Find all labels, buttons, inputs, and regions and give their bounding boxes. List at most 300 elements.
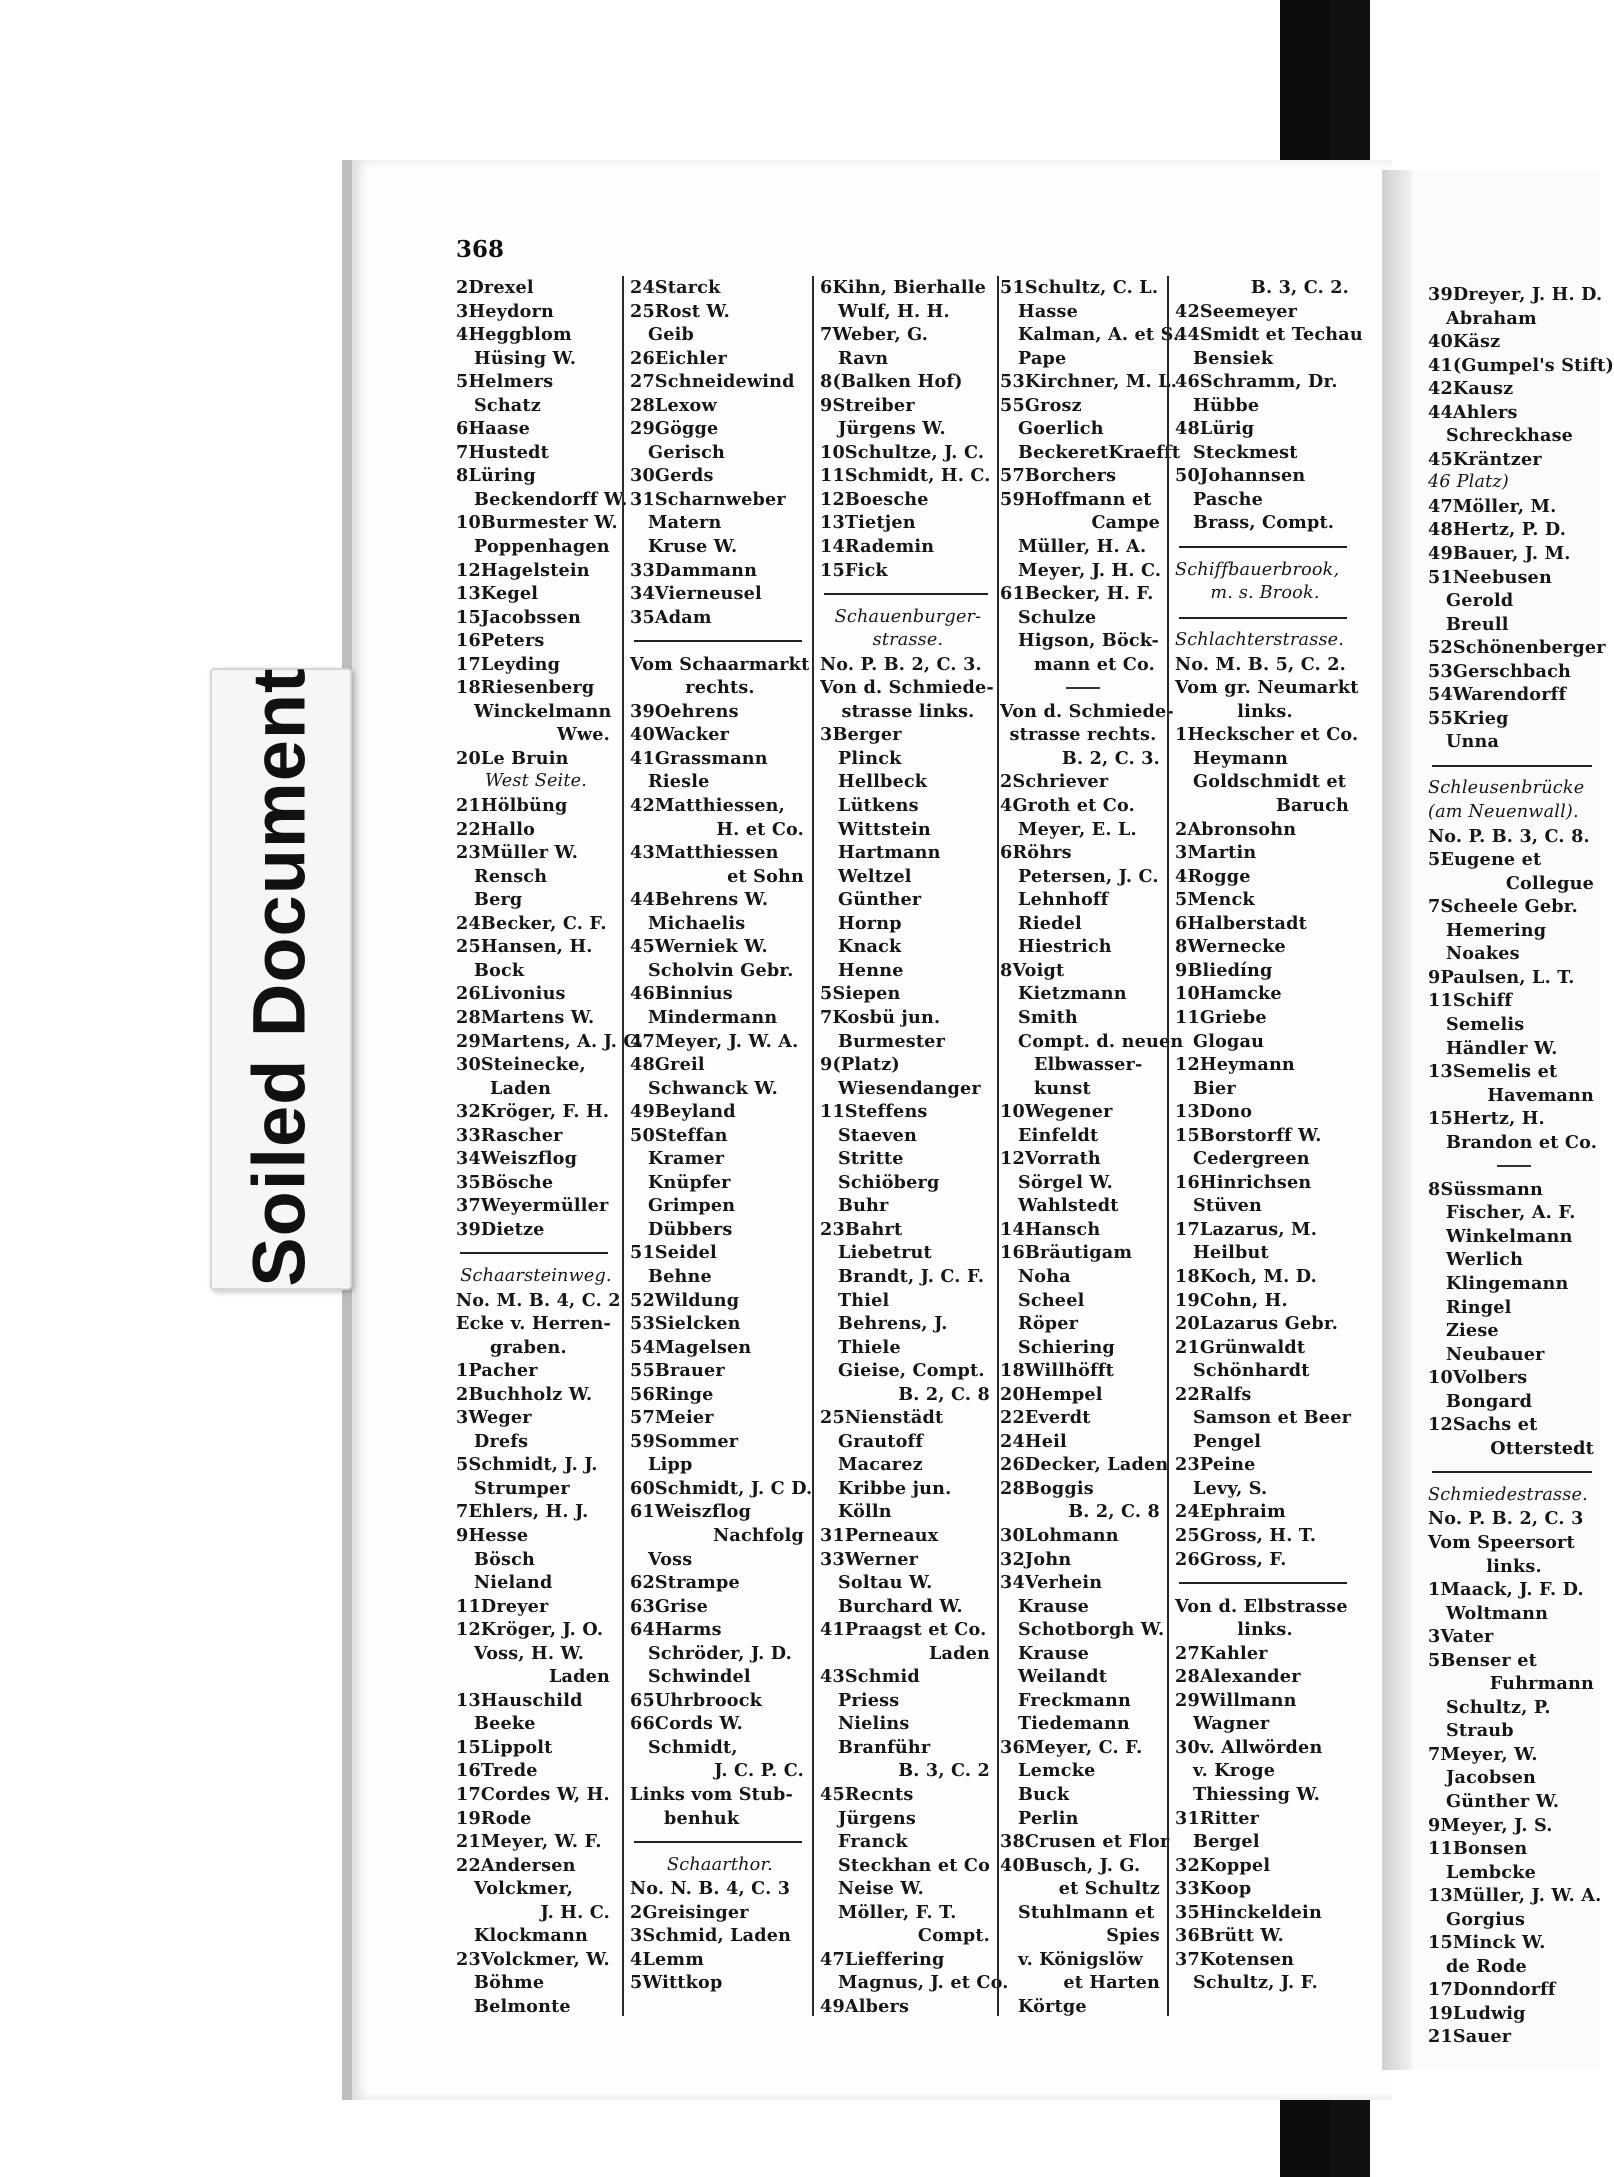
directory-entry: Spies: [1106, 1925, 1160, 1947]
directory-entry: 25Hansen, H.: [456, 936, 593, 958]
directory-entry: Kölln: [838, 1501, 892, 1523]
directory-entry: Campe: [1091, 512, 1160, 534]
directory-entry: 16Peters: [456, 630, 545, 652]
directory-entry: 13Hauschild: [456, 1689, 583, 1711]
directory-entry: Tiedemann: [1018, 1713, 1130, 1735]
directory-entry: 17Cordes W, H.: [456, 1784, 610, 1805]
directory-entry: Steckhan et Co: [838, 1854, 991, 1876]
directory-entry: Dübbers: [648, 1218, 733, 1240]
directory-entry: 6Röhrs: [1000, 842, 1072, 864]
directory-entry: Breull: [1446, 613, 1509, 635]
directory-entry: 51Seidel: [630, 1242, 717, 1264]
directory-entry: Lipp: [648, 1454, 693, 1476]
directory-entry: Stritte: [838, 1148, 904, 1170]
directory-entry: 33Koop: [1175, 1878, 1252, 1900]
directory-entry: Ecke v. Herren-: [456, 1313, 611, 1335]
directory-entry: 29Martens, A. J. C.: [456, 1030, 644, 1052]
directory-entry: 49Albers: [820, 1995, 910, 2017]
directory-entry: Vom Speersort: [1428, 1531, 1575, 1553]
directory-entry: 23Peine: [1175, 1454, 1256, 1476]
directory-entry: 39Dietze: [456, 1218, 545, 1240]
directory-entry: Schulze: [1018, 606, 1097, 628]
directory-entry: B. 2, C. 3.: [1061, 747, 1160, 769]
directory-entry: 4Groth et Co.: [1000, 795, 1135, 817]
directory-entry: Hiestrich: [1018, 936, 1112, 958]
directory-entry: Klingemann: [1446, 1272, 1569, 1294]
directory-entry: Hellbeck: [838, 771, 928, 793]
directory-entry: Jürgens: [838, 1807, 916, 1829]
directory-entry: 2Drexel: [456, 277, 534, 298]
directory-entry: Schreckhase: [1446, 425, 1574, 447]
directory-entry: Schleusenbrücke: [1428, 778, 1585, 799]
directory-entry: 5Schmidt, J. J.: [456, 1454, 598, 1476]
directory-entry: 11Schmidt, H. C.: [820, 465, 991, 487]
directory-entry: Samson et Beer: [1193, 1407, 1352, 1429]
directory-entry: et Schultz: [1058, 1878, 1160, 1900]
directory-entry: 11Schiff: [1428, 990, 1513, 1012]
directory-entry: 55Grosz: [1000, 394, 1082, 416]
directory-entry: Rensch: [474, 865, 548, 887]
directory-entry: 47Lieffering: [820, 1948, 945, 1970]
directory-entry: Neubauer: [1446, 1343, 1545, 1365]
directory-entry: 12Kröger, J. O.: [456, 1619, 604, 1641]
directory-entry: de Rode: [1446, 1955, 1527, 1977]
directory-entry: 51Neebusen: [1428, 566, 1552, 588]
directory-entry: 29Gögge: [630, 418, 719, 440]
directory-entry: 53Gerschbach: [1428, 660, 1571, 682]
directory-entry: 15Hertz, H.: [1428, 1108, 1545, 1130]
directory-entry: 8Süssmann: [1428, 1178, 1543, 1200]
directory-entry: Ravn: [838, 347, 889, 369]
directory-entry: 21Grünwaldt: [1175, 1336, 1306, 1358]
directory-entry: 16Bräutigam: [1000, 1242, 1133, 1264]
directory-entry: 57Borchers: [1000, 465, 1117, 487]
directory-entry: J. H. C.: [540, 1901, 610, 1923]
directory-entry: 15Minck W.: [1428, 1932, 1546, 1954]
directory-entry: 13Dono: [1175, 1101, 1253, 1123]
directory-entry: 12Heymann: [1175, 1054, 1295, 1076]
directory-entry: 11Bonsen: [1428, 1838, 1528, 1860]
directory-entry: Weltzel: [838, 865, 912, 887]
directory-entry: 64Harms: [630, 1619, 722, 1641]
directory-entry: Krause: [1018, 1595, 1090, 1617]
directory-entry: 16Trede: [456, 1760, 538, 1782]
directory-entry: 51Schultz, C. L.: [1000, 277, 1159, 298]
directory-entry: 4Heggblom: [456, 324, 572, 346]
directory-entry: BeckeretKraefft: [1018, 441, 1181, 463]
directory-entry: 25Rost W.: [630, 300, 730, 322]
directory-entry: Jacobsen: [1446, 1767, 1536, 1789]
directory-entry: et Harten: [1063, 1972, 1160, 1994]
directory-entry: Ziese: [1446, 1320, 1499, 1342]
directory-entry: Möller, F. T.: [838, 1901, 957, 1923]
rule-separator: [820, 582, 996, 606]
directory-entry: 18Willhöfft: [1000, 1360, 1114, 1382]
directory-entry: Glogau: [1193, 1030, 1265, 1052]
directory-entry: 5Eugene et: [1428, 849, 1542, 871]
directory-entry: strasse links.: [841, 700, 975, 722]
directory-entry: Higson, Böck-: [1018, 630, 1159, 652]
directory-entry: Strumper: [474, 1477, 570, 1499]
directory-entry: Knüpfer: [648, 1171, 731, 1193]
directory-entry: Lütkens: [838, 795, 919, 817]
directory-entry: 27Kahler: [1175, 1642, 1268, 1664]
directory-entry: 22Ralfs: [1175, 1383, 1252, 1405]
directory-entry: 40Wacker: [630, 724, 730, 746]
directory-entry: 21Meyer, W. F.: [456, 1831, 602, 1853]
rule-separator: [1175, 535, 1355, 559]
directory-entry: Goldschmidt et: [1193, 771, 1347, 793]
directory-entry: Wwe.: [556, 724, 610, 746]
directory-entry: Schaarsteinweg.: [460, 1265, 612, 1286]
directory-column-5: [1175, 276, 1363, 2026]
directory-entry: Lehnhoff: [1018, 889, 1109, 911]
directory-entry: Nieland: [474, 1572, 553, 1594]
directory-entry: Bösch: [474, 1548, 536, 1570]
directory-entry: Bergel: [1193, 1831, 1260, 1853]
directory-entry: 54Warendorff: [1428, 684, 1567, 706]
directory-entry: Schultz, J. F.: [1193, 1972, 1318, 1994]
directory-entry: Gieise, Compt.: [838, 1360, 985, 1382]
directory-entry: Böhme: [474, 1972, 545, 1994]
directory-entry: 32John: [1000, 1548, 1072, 1570]
directory-entry: 15Lippolt: [456, 1736, 553, 1758]
directory-entry: 12Boesche: [820, 488, 929, 510]
directory-entry: Schwindel: [648, 1666, 751, 1688]
directory-entry: 15Jacobssen: [456, 606, 581, 628]
directory-entry: Schotborgh W.: [1018, 1619, 1165, 1641]
rule-separator: [630, 629, 810, 653]
directory-entry: Müller, H. A.: [1018, 536, 1147, 558]
directory-entry: 17Lazarus, M.: [1175, 1218, 1318, 1240]
directory-entry: Heymann: [1193, 747, 1289, 769]
directory-entry: 32Kröger, F. H.: [456, 1101, 610, 1123]
directory-entry: Collegue: [1505, 872, 1594, 894]
directory-entry: 11Steffens: [820, 1101, 928, 1123]
directory-entry: Kramer: [648, 1148, 725, 1170]
directory-entry: 1Heckscher et Co.: [1175, 724, 1359, 746]
directory-entry: links.: [1486, 1555, 1542, 1577]
directory-entry: Franck: [838, 1831, 908, 1853]
directory-entry: Priess: [838, 1689, 900, 1711]
directory-entry: et Sohn: [727, 865, 804, 887]
directory-entry: Vom Schaarmarkt: [630, 653, 810, 675]
directory-entry: v. Kroge: [1193, 1760, 1276, 1782]
page-number: 368: [456, 236, 505, 263]
directory-entry: Volckmer,: [474, 1878, 574, 1900]
directory-entry: 26Gross, F.: [1175, 1548, 1287, 1570]
directory-entry: 30Gerds: [630, 465, 714, 487]
directory-entry: Kalman, A. et S.: [1018, 324, 1180, 346]
directory-column-facing: [1428, 283, 1614, 2048]
directory-entry: Staeven: [838, 1124, 918, 1146]
directory-entry: Beeke: [474, 1713, 536, 1735]
directory-entry: West Seite.: [484, 771, 588, 792]
directory-entry: 11Dreyer: [456, 1595, 549, 1617]
directory-entry: 2Abronsohn: [1175, 818, 1297, 840]
directory-entry: Riesle: [648, 771, 710, 793]
directory-entry: 1Pacher: [456, 1360, 538, 1382]
directory-entry: 57Meier: [630, 1407, 714, 1429]
directory-entry: 54Magelsen: [630, 1336, 752, 1358]
directory-entry: 11Griebe: [1175, 1006, 1267, 1028]
directory-entry: Winkelmann: [1446, 1225, 1573, 1247]
directory-entry: kunst: [1034, 1077, 1091, 1099]
directory-entry: 17Leyding: [456, 653, 561, 675]
directory-entry: 7Meyer, W.: [1428, 1743, 1538, 1765]
column-divider: [622, 276, 624, 2016]
directory-entry: 14Rademin: [820, 536, 935, 558]
directory-entry: 46Schramm, Dr.: [1175, 371, 1338, 393]
directory-entry: 50Johannsen: [1175, 465, 1306, 487]
directory-entry: Schmiedestrasse.: [1428, 1484, 1588, 1505]
directory-entry: 45Kräntzer: [1428, 448, 1542, 470]
directory-entry: B. 2, C. 8: [898, 1383, 990, 1405]
directory-entry: 48Hertz, P. D.: [1428, 519, 1567, 541]
directory-entry: 52Wildung: [630, 1289, 740, 1311]
directory-entry: 7Kosbü jun.: [820, 1006, 941, 1028]
directory-entry: 10Schultze, J. C.: [820, 441, 985, 463]
directory-entry: Thiessing W.: [1193, 1784, 1321, 1805]
directory-entry: 35Adam: [630, 606, 712, 628]
directory-entry: Goerlich: [1018, 418, 1104, 440]
directory-entry: Bensiek: [1193, 347, 1274, 369]
directory-entry: Scholvin Gebr.: [648, 959, 794, 981]
directory-entry: 47Meyer, J. W. A.: [630, 1030, 799, 1052]
directory-entry: Wahlstedt: [1018, 1195, 1119, 1217]
directory-entry: 5Helmers: [456, 371, 554, 393]
rule-separator: [456, 1241, 616, 1265]
directory-entry: Belmonte: [474, 1995, 571, 2017]
directory-entry: 26Livonius: [456, 983, 566, 1005]
directory-entry: 3Weger: [456, 1407, 532, 1429]
directory-entry: (am Neuenwall).: [1428, 802, 1579, 823]
directory-entry: Drefs: [474, 1430, 529, 1452]
page-gutter: [1382, 170, 1412, 2070]
directory-entry: Brandt, J. C. F.: [838, 1265, 985, 1287]
directory-entry: 23Bahrt: [820, 1218, 903, 1240]
directory-entry: 12Sachs et: [1428, 1414, 1538, 1436]
directory-entry: 49Beyland: [630, 1101, 736, 1123]
directory-entry: No. M. B. 5, C. 2.: [1175, 653, 1347, 675]
directory-entry: Von d. Schmiede-: [820, 677, 994, 699]
directory-entry: Bock: [474, 959, 525, 981]
directory-entry: Kruse W.: [648, 536, 738, 558]
directory-entry: Otterstedt: [1490, 1437, 1594, 1459]
directory-entry: 50Steffan: [630, 1124, 728, 1146]
directory-entry: Beckendorff W.: [474, 488, 628, 510]
column-divider: [1167, 276, 1169, 2016]
directory-column-1: [456, 276, 644, 2026]
directory-entry: Schaarthor.: [667, 1854, 773, 1875]
directory-entry: 59Sommer: [630, 1430, 739, 1452]
directory-entry: 23Volckmer, W.: [456, 1948, 610, 1970]
directory-entry: Macarez: [838, 1454, 923, 1476]
directory-entry: Günther W.: [1446, 1791, 1560, 1812]
directory-entry: 15Borstorff W.: [1175, 1124, 1322, 1146]
column-divider: [997, 276, 999, 2016]
directory-entry: 8Lüring: [456, 465, 536, 487]
directory-entry: 62Strampe: [630, 1572, 740, 1594]
directory-entry: 30Lohmann: [1000, 1524, 1119, 1546]
directory-entry: Von d. Schmiede-: [1000, 700, 1174, 722]
directory-entry: Wiesendanger: [838, 1077, 981, 1099]
directory-entry: 46Binnius: [630, 983, 733, 1005]
directory-entry: Lemcke: [1018, 1760, 1096, 1782]
directory-entry: rechts.: [685, 677, 755, 699]
directory-entry: 29Willmann: [1175, 1689, 1297, 1711]
directory-entry: Meyer, E. L.: [1018, 818, 1137, 840]
rule-separator: [1428, 1154, 1600, 1178]
directory-entry: Noakes: [1446, 943, 1520, 965]
directory-entry: 34Verhein: [1000, 1572, 1103, 1594]
directory-entry: 9Streiber: [820, 394, 915, 416]
directory-entry: Schwanck W.: [648, 1077, 778, 1099]
directory-entry: 9Meyer, J. S.: [1428, 1814, 1553, 1836]
directory-entry: Nielins: [838, 1713, 910, 1735]
directory-entry: 43Schmid: [820, 1666, 920, 1688]
directory-entry: Thiele: [838, 1336, 901, 1358]
directory-entry: 1Maack, J. F. D.: [1428, 1579, 1584, 1601]
directory-entry: 10Wegener: [1000, 1101, 1113, 1123]
directory-entry: 48Lürig: [1175, 418, 1255, 440]
directory-entry: 35Bösche: [456, 1171, 554, 1193]
rule-separator: [1428, 754, 1600, 778]
directory-entry: Smith: [1018, 1006, 1078, 1028]
directory-entry: 13Müller, J. W. A.: [1428, 1885, 1602, 1907]
directory-entry: Fischer, A. F.: [1446, 1202, 1576, 1224]
directory-entry: Brass, Compt.: [1193, 512, 1335, 534]
directory-entry: 33Werner: [820, 1548, 919, 1570]
directory-entry: 6Kihn, Bierhalle: [820, 277, 987, 298]
directory-entry: No. N. B. 4, C. 3: [630, 1878, 791, 1900]
directory-entry: 23Müller W.: [456, 842, 579, 864]
rule-separator: [1000, 676, 1166, 700]
directory-entry: 24Ephraim: [1175, 1501, 1286, 1523]
directory-entry: Abraham: [1446, 307, 1537, 329]
directory-entry: 40Busch, J. G.: [1000, 1854, 1141, 1876]
directory-entry: mann et Co.: [1034, 653, 1155, 675]
directory-entry: 42Kausz: [1428, 378, 1514, 400]
directory-entry: 66Cords W.: [630, 1713, 743, 1735]
directory-entry: Laden: [928, 1642, 990, 1664]
directory-entry: 55Krieg: [1428, 707, 1509, 729]
directory-entry: Ringel: [1446, 1296, 1512, 1318]
directory-entry: Händler W.: [1446, 1037, 1558, 1059]
directory-entry: Schiffbauerbrook,: [1175, 559, 1340, 580]
directory-entry: 13Tietjen: [820, 512, 916, 534]
directory-entry: Thiel: [838, 1289, 890, 1311]
directory-entry: 25Gross, H. T.: [1175, 1524, 1317, 1546]
directory-entry: B. 3, C. 2.: [1250, 277, 1349, 298]
directory-entry: Hornp: [838, 912, 902, 934]
directory-entry: Stuhlmann et: [1018, 1901, 1155, 1923]
directory-entry: Branführ: [838, 1736, 931, 1758]
directory-entry: Schmidt,: [648, 1736, 738, 1758]
directory-entry: 41(Gumpel's Stift): [1428, 354, 1614, 376]
directory-entry: 5Wittkop: [630, 1972, 723, 1994]
directory-entry: Matern: [648, 512, 722, 534]
directory-entry: benhuk: [664, 1807, 740, 1829]
directory-entry: 10Burmester W.: [456, 512, 618, 534]
directory-entry: Von d. Elbstrasse: [1175, 1595, 1348, 1617]
directory-entry: Körtge: [1018, 1995, 1087, 2017]
directory-entry: Magnus, J. et Co.: [838, 1972, 1009, 1994]
directory-entry: 7Ehlers, H. J.: [456, 1501, 589, 1523]
directory-entry: No. M. B. 4, C. 2: [456, 1289, 621, 1311]
directory-entry: 26Decker, Laden: [1000, 1454, 1169, 1476]
directory-entry: 22Everdt: [1000, 1407, 1091, 1429]
directory-entry: Schlachterstrasse.: [1175, 630, 1345, 651]
directory-entry: 30Steinecke,: [456, 1054, 586, 1076]
directory-entry: 9(Platz): [820, 1054, 900, 1076]
directory-entry: Sörgel W.: [1018, 1171, 1113, 1193]
directory-entry: Poppenhagen: [474, 536, 610, 558]
directory-entry: 39Dreyer, J. H. D.: [1428, 284, 1603, 305]
directory-entry: 36Brütt W.: [1175, 1925, 1284, 1947]
directory-entry: 65Uhrbroock: [630, 1689, 763, 1711]
directory-entry: Werlich: [1446, 1249, 1524, 1271]
directory-entry: Schauenburger-: [834, 606, 982, 627]
directory-entry: 48Greil: [630, 1054, 705, 1076]
directory-entry: 27Schneidewind: [630, 371, 795, 393]
directory-entry: Woltmann: [1446, 1602, 1549, 1624]
directory-column-4: [1000, 276, 1184, 2026]
directory-entry: Unna: [1446, 731, 1500, 753]
directory-entry: Cedergreen: [1193, 1148, 1310, 1170]
directory-entry: 9Paulsen, L. T.: [1428, 966, 1575, 988]
directory-entry: 3Martin: [1175, 842, 1257, 864]
directory-entry: Bongard: [1446, 1390, 1533, 1412]
directory-entry: Stüven: [1193, 1195, 1263, 1217]
directory-entry: Heilbut: [1193, 1242, 1269, 1264]
directory-entry: 12Hagelstein: [456, 559, 590, 581]
directory-entry: Levy, S.: [1193, 1477, 1268, 1499]
directory-entry: 28Alexander: [1175, 1666, 1301, 1688]
soiled-document-label: Soiled Document: [237, 667, 321, 1287]
directory-entry: Plinck: [838, 747, 902, 769]
directory-entry: strasse.: [872, 630, 944, 651]
directory-entry: Freckmann: [1018, 1689, 1131, 1711]
directory-entry: links.: [1237, 700, 1293, 722]
directory-entry: 42Seemeyer: [1175, 300, 1298, 322]
directory-entry: 16Hinrichsen: [1175, 1171, 1312, 1193]
directory-entry: Lembcke: [1446, 1861, 1536, 1883]
directory-entry: 12Vorrath: [1000, 1148, 1101, 1170]
directory-entry: 53Sielcken: [630, 1313, 741, 1335]
directory-entry: Michaelis: [648, 912, 746, 934]
directory-entry: Weilandt: [1018, 1666, 1108, 1688]
directory-entry: 47Möller, M.: [1428, 495, 1557, 517]
directory-entry: 26Eichler: [630, 347, 728, 369]
directory-entry: Petersen, J. C.: [1018, 865, 1159, 887]
directory-entry: Knack: [838, 936, 902, 958]
directory-entry: Wulf, H. H.: [838, 300, 950, 322]
directory-entry: Baruch: [1275, 795, 1349, 817]
directory-entry: Behne: [648, 1265, 712, 1287]
directory-entry: Pengel: [1193, 1430, 1262, 1452]
directory-entry: 60Schmidt, J. C D.: [630, 1477, 813, 1499]
column-divider: [812, 276, 814, 2016]
directory-entry: 8Wernecke: [1175, 936, 1286, 958]
directory-entry: Schiöberg: [838, 1171, 940, 1193]
directory-entry: 15Fick: [820, 559, 888, 581]
directory-entry: 5Siepen: [820, 983, 901, 1005]
directory-entry: strasse rechts.: [1009, 724, 1157, 746]
rule-separator: [630, 1830, 810, 1854]
directory-entry: 7Weber, G.: [820, 324, 929, 346]
directory-entry: Voss: [648, 1548, 693, 1570]
